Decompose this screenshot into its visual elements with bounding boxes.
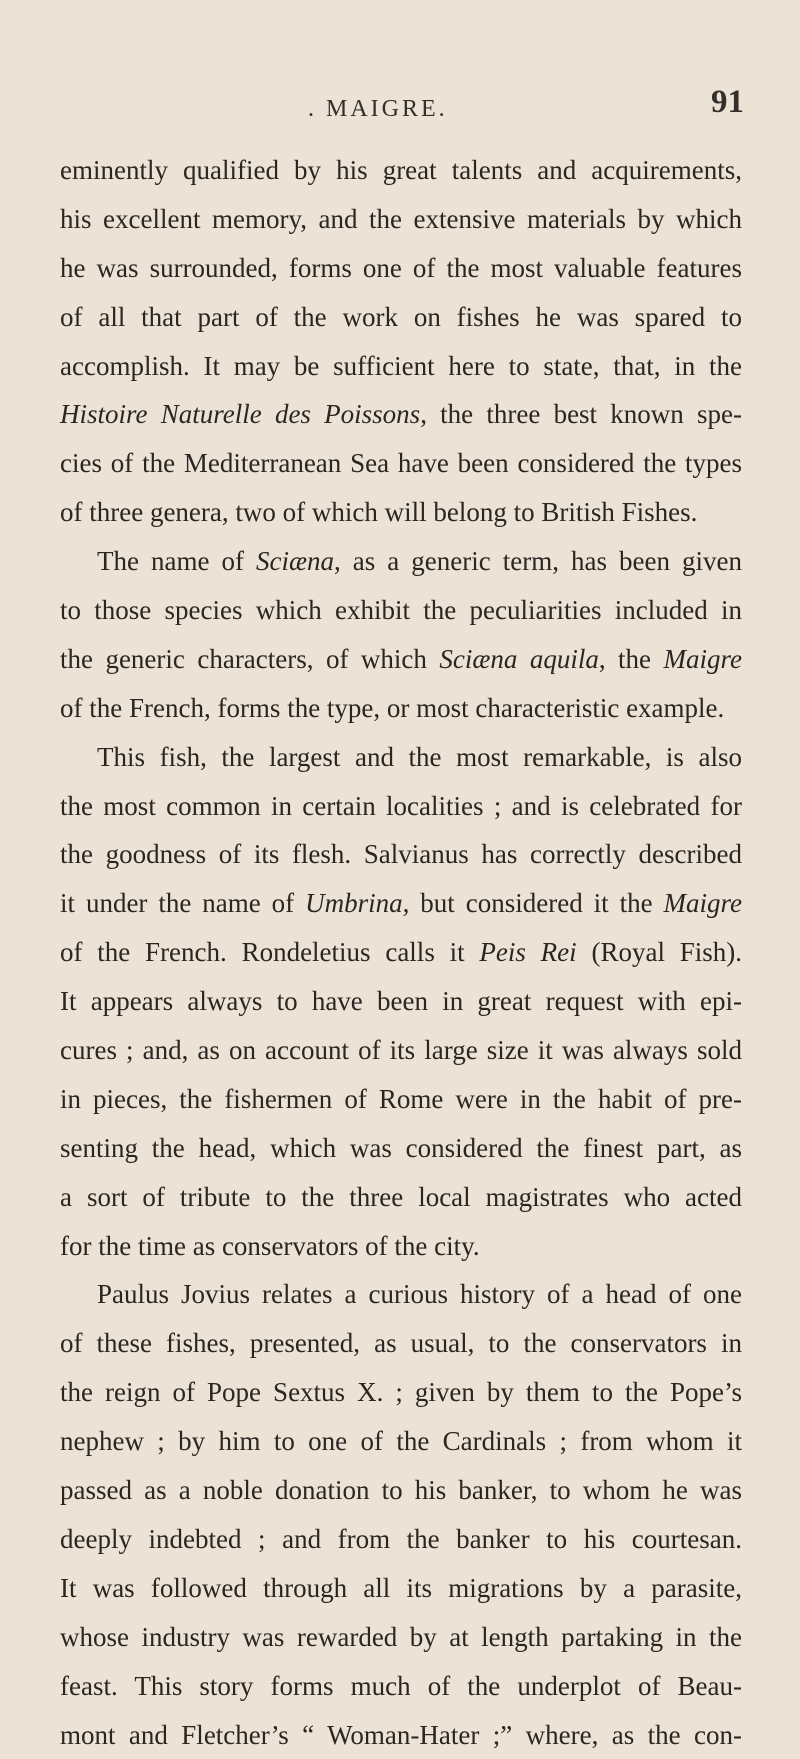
text-line bbox=[60, 1319, 742, 1368]
italic-text: Maigre bbox=[664, 644, 742, 674]
text-line bbox=[60, 586, 742, 635]
text-line bbox=[60, 635, 742, 684]
text-line bbox=[60, 1270, 742, 1319]
text-segment: he was surrounded, forms one of the most valuable features bbox=[60, 253, 742, 283]
text-line bbox=[60, 879, 742, 928]
running-title: . MAIGRE. bbox=[308, 96, 448, 123]
text-segment: the goodness of its flesh. Salvianus has correctly described bbox=[60, 839, 742, 869]
italic-text: Sciæna bbox=[256, 546, 334, 576]
text-segment: in pieces, the fishermen of Rome were in the habit of pre- bbox=[60, 1084, 742, 1114]
text-segment: his excellent memory, and the extensive materials by which bbox=[60, 204, 742, 234]
text-segment: of these fishes, presented, as usual, to the conservators in bbox=[60, 1328, 742, 1358]
text-segment: , the bbox=[599, 644, 664, 674]
text-segment: mont and Fletcher’s “ Woman-Hater ;” where, as the con- bbox=[60, 1720, 742, 1750]
text-segment: of the French. Rondeletius calls it bbox=[60, 937, 479, 967]
text-segment: nephew ; by him to one of the Cardinals ; from whom it bbox=[60, 1426, 742, 1456]
text-line bbox=[60, 1075, 742, 1124]
text-segment: eminently qualified by his great talents and acquirements, bbox=[60, 155, 742, 185]
text-segment: cures ; and, as on account of its large size it was always sold bbox=[60, 1035, 742, 1065]
text-line bbox=[60, 537, 742, 586]
text-line bbox=[60, 977, 742, 1026]
italic-text: Peis Rei bbox=[479, 937, 576, 967]
text-segment: The name of bbox=[97, 546, 256, 576]
italic-text: Maigre bbox=[664, 888, 742, 918]
text-segment: for the time as conservators of the city. bbox=[60, 1231, 480, 1261]
text-segment: , the three best known spe- bbox=[420, 399, 742, 429]
text-line bbox=[60, 244, 742, 293]
text-segment: a sort of tribute to the three local magistrates who acted bbox=[60, 1182, 742, 1212]
text-segment: to those species which exhibit the peculiarities included in bbox=[60, 595, 742, 625]
text-segment: of all that part of the work on fishes he was spared to bbox=[60, 302, 742, 332]
text-line bbox=[60, 1613, 742, 1662]
text-line bbox=[60, 1026, 742, 1075]
text-line bbox=[60, 342, 742, 391]
italic-text: Sciæna aquila bbox=[439, 644, 598, 674]
text-segment: the most common in certain localities ; and is celebrated for bbox=[60, 791, 742, 821]
text-line bbox=[60, 1711, 742, 1759]
text-line bbox=[60, 488, 742, 537]
text-segment: deeply indebted ; and from the banker to his courtesan. bbox=[60, 1524, 742, 1554]
text-line bbox=[60, 1564, 742, 1613]
text-segment: senting the head, which was considered the finest part, as bbox=[60, 1133, 742, 1163]
text-line bbox=[60, 195, 742, 244]
text-line bbox=[60, 1124, 742, 1173]
text-line bbox=[60, 1515, 742, 1564]
text-line bbox=[60, 1173, 742, 1222]
text-segment: It appears always to have been in great request with epi- bbox=[60, 986, 742, 1016]
text-segment: of three genera, two of which will belong to British Fishes. bbox=[60, 497, 697, 527]
text-segment: This fish, the largest and the most remarkable, is also bbox=[97, 742, 742, 772]
text-segment: the generic characters, of which bbox=[60, 644, 439, 674]
text-segment: Paulus Jovius relates a curious history of a head of one bbox=[97, 1279, 742, 1309]
body-text bbox=[60, 146, 742, 1759]
text-line bbox=[60, 439, 742, 488]
text-line bbox=[60, 1368, 742, 1417]
text-line bbox=[60, 684, 742, 733]
text-line bbox=[60, 293, 742, 342]
text-line bbox=[60, 782, 742, 831]
text-line bbox=[60, 146, 742, 195]
text-line bbox=[60, 1222, 742, 1271]
text-segment: , as a generic term, has been given bbox=[334, 546, 742, 576]
italic-text: Umbrina bbox=[305, 888, 403, 918]
text-segment: It was followed through all its migrations by a parasite, bbox=[60, 1573, 742, 1603]
text-segment: of the French, forms the type, or most characteristic example. bbox=[60, 693, 724, 723]
text-segment: cies of the Mediterranean Sea have been considered the types bbox=[60, 448, 742, 478]
text-line bbox=[60, 1417, 742, 1466]
text-line bbox=[60, 1662, 742, 1711]
text-segment: accomplish. It may be sufficient here to state, that, in the bbox=[60, 351, 742, 381]
italic-text: Histoire Naturelle des Poissons bbox=[60, 399, 420, 429]
text-segment: , but considered it the bbox=[403, 888, 664, 918]
text-segment: whose industry was rewarded by at length partaking in the bbox=[60, 1622, 742, 1652]
text-line bbox=[60, 830, 742, 879]
text-segment: passed as a noble donation to his banker, to whom he was bbox=[60, 1475, 742, 1505]
page-number: 91 bbox=[711, 84, 744, 121]
text-line bbox=[60, 390, 742, 439]
text-line bbox=[60, 928, 742, 977]
text-segment: it under the name of bbox=[60, 888, 305, 918]
running-header bbox=[0, 96, 800, 136]
text-line bbox=[60, 733, 742, 782]
text-segment: (Royal Fish). bbox=[577, 937, 742, 967]
text-segment: the reign of Pope Sextus X. ; given by them to the Pope’s bbox=[60, 1377, 742, 1407]
text-line bbox=[60, 1466, 742, 1515]
text-segment: feast. This story forms much of the underplot of Beau- bbox=[60, 1671, 742, 1701]
